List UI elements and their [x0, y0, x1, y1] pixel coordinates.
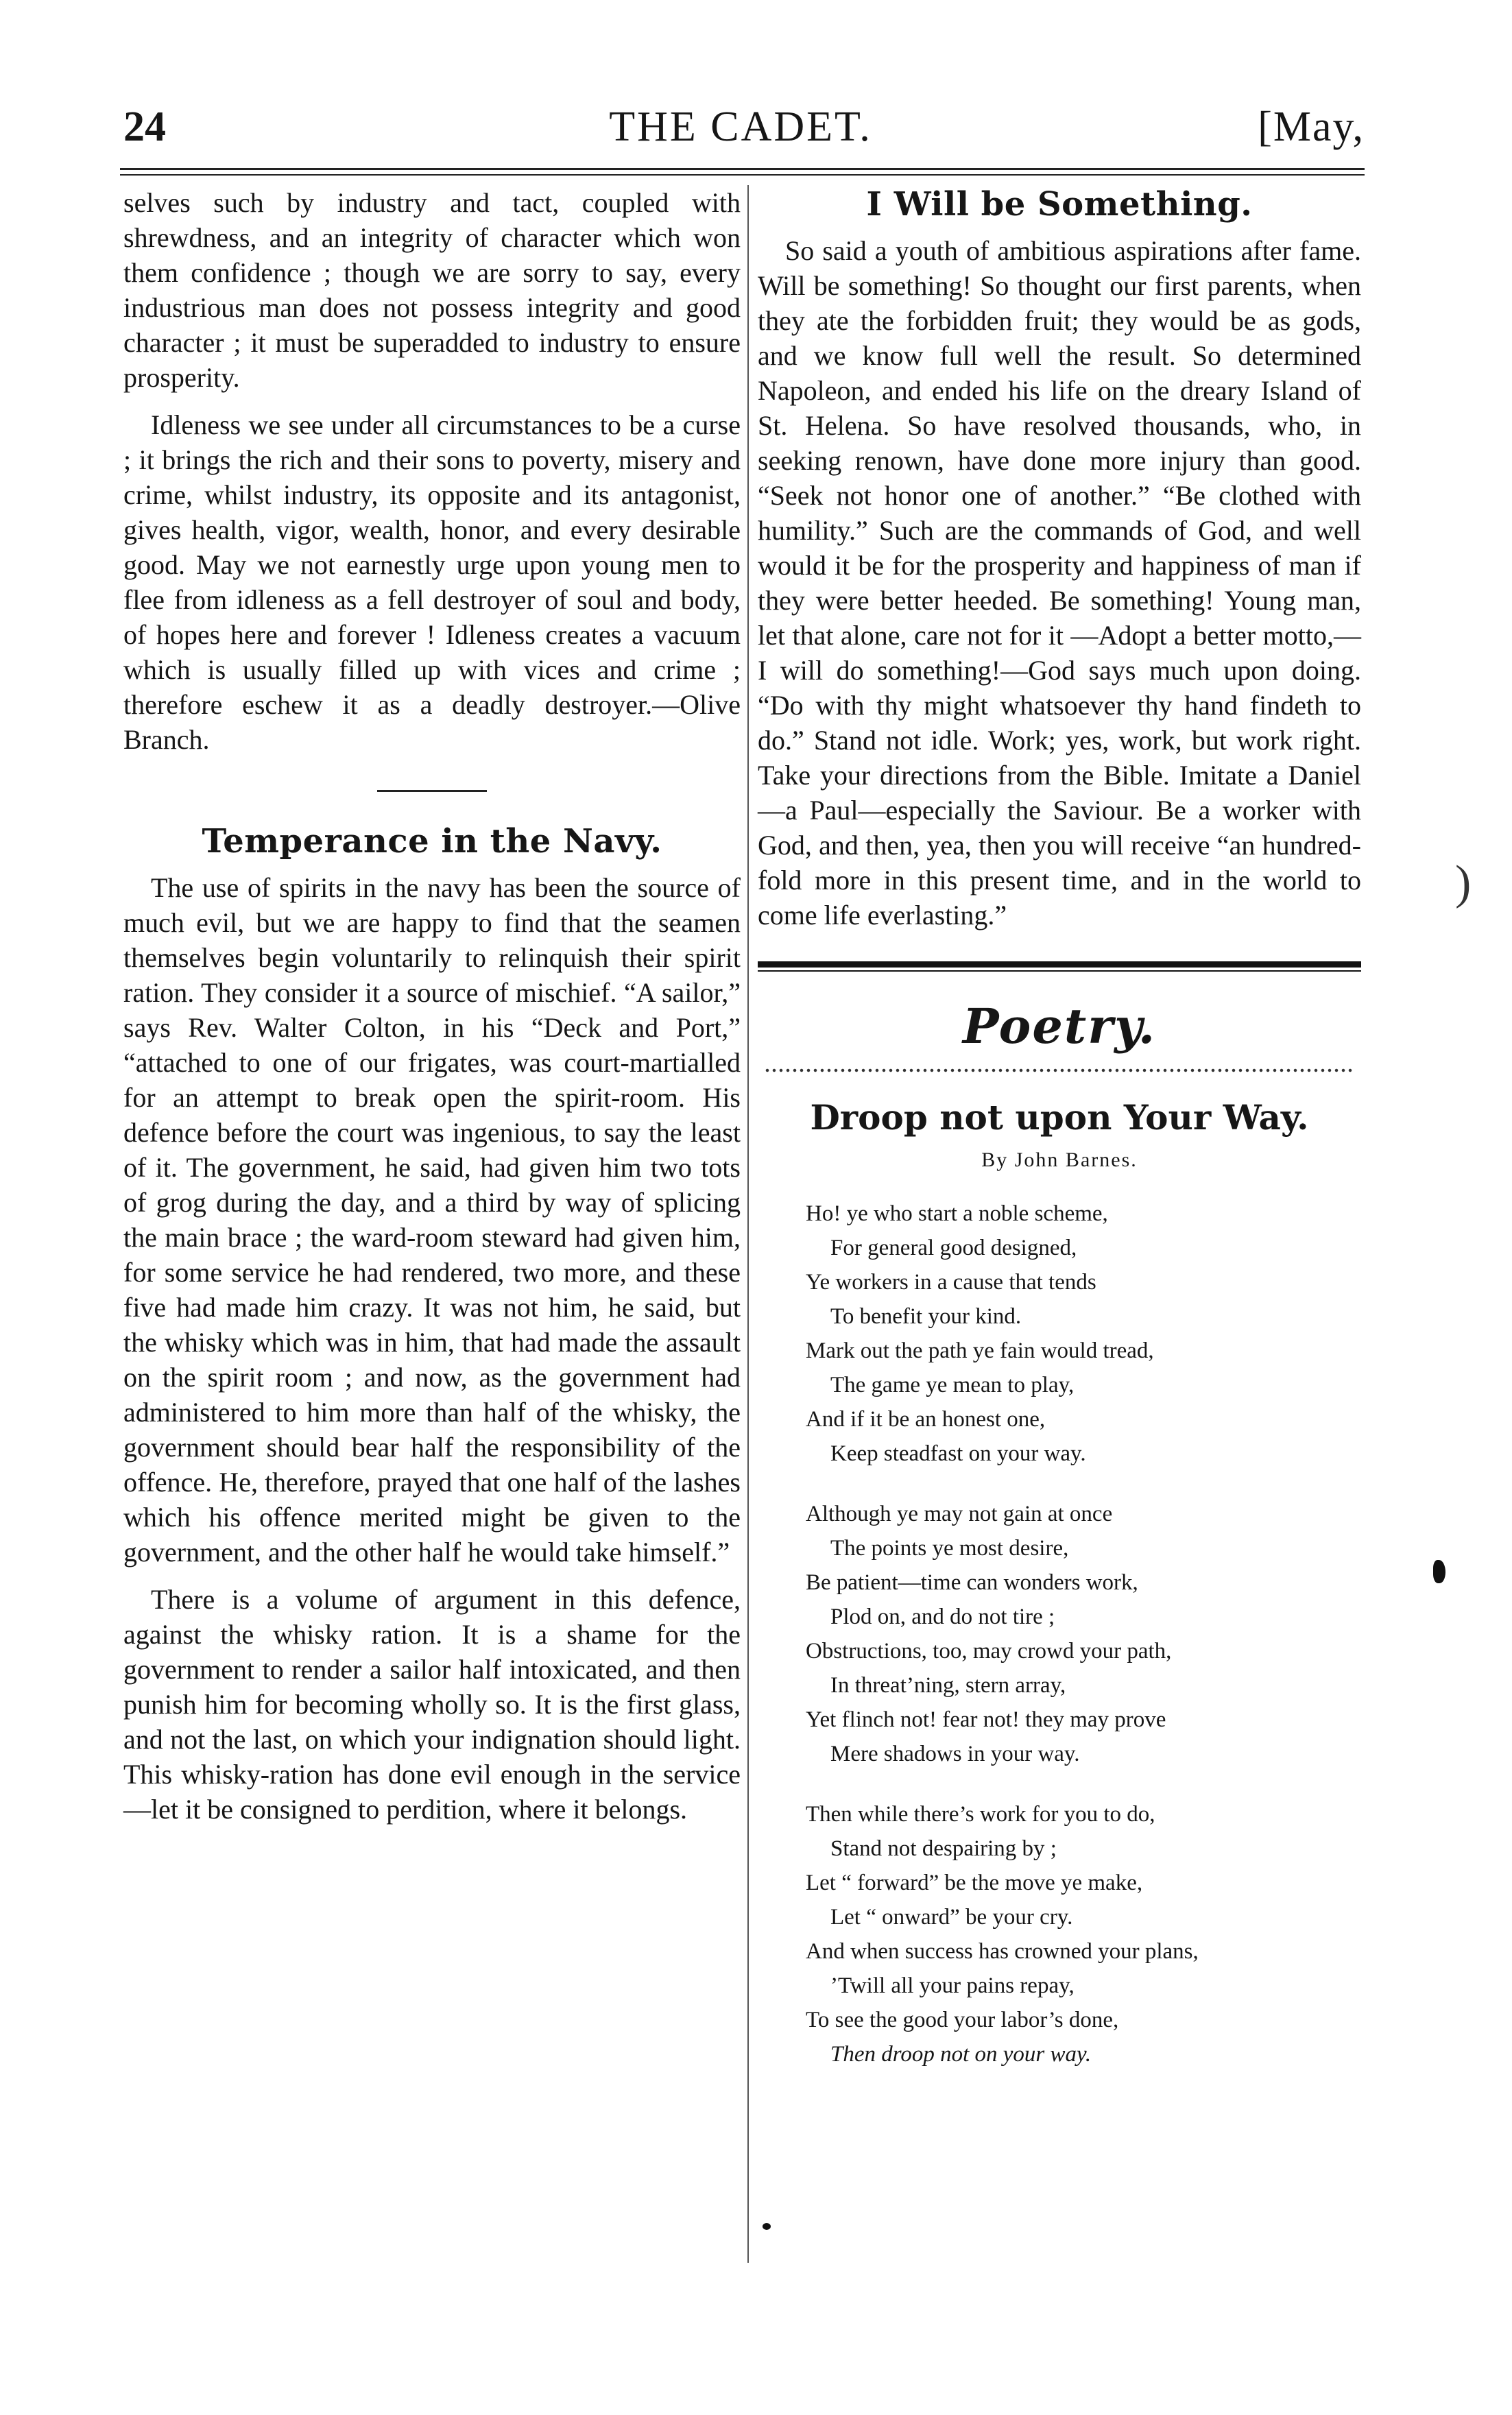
poem-line: Although ye may not gain at once	[806, 1502, 1113, 1526]
poem-line: In threat’ning, stern array,	[830, 1673, 1066, 1698]
article-paragraph: There is a volume of argument in this defence, against the whisky ration. It is a shame for the government to render a sailor half intoxicated, and then punish him for becoming wholly so. It is the first glass, and not the last, on which your indignation should light. This whisky-ration has done evil enough in the service —let it be consigned to perdition, where it belongs.	[123, 1584, 741, 1825]
ink-blot-mark	[1433, 1560, 1445, 1583]
poem-line: Ho! ye who start a noble scheme,	[806, 1201, 1108, 1226]
poem-line: ’Twill all your pains repay,	[830, 1973, 1075, 1998]
poem-line: To see the good your labor’s done,	[806, 2008, 1119, 2032]
running-title: THE CADET.	[609, 104, 872, 150]
page-header	[117, 103, 1365, 158]
poem-line: Mere shadows in your way.	[830, 1742, 1080, 1766]
margin-bracket-mark: )	[1455, 856, 1472, 909]
poem-line: Then droop not on your way.	[830, 2042, 1092, 2067]
poem-line: Stand not despairing by ;	[830, 1836, 1057, 1861]
poem-line: And when success has crowned your plans,	[806, 1939, 1199, 1964]
continuation-paragraph: selves such by industry and tact, coupled with shrewdness, and an integrity of character which won them confidence ; though we are sorry to say, every industrious man does not possess integrity and good character ; it must be superadded to industry to ensure prosperity.	[123, 187, 741, 393]
section-rule-thin	[758, 970, 1361, 972]
poem-title: Droop not upon Your Way.	[810, 1097, 1309, 1138]
column-divider	[747, 185, 749, 2263]
poem-line: Yet flinch not! fear not! they may prove	[806, 1707, 1166, 1732]
poem-stanza	[806, 1797, 1361, 2071]
poem-line: The points ye most desire,	[830, 1536, 1069, 1561]
poem-line: The game ye mean to play,	[830, 1373, 1075, 1397]
poem-line: To benefit your kind.	[830, 1304, 1022, 1329]
running-month: [May,	[1258, 104, 1365, 150]
poem-line: Mark out the path ye fain would tread,	[806, 1338, 1154, 1363]
header-rule-bottom	[120, 174, 1365, 176]
poem-line: Let “ onward” be your cry.	[830, 1905, 1073, 1930]
article-title: I Will be Something.	[866, 185, 1253, 224]
poem-line: Keep steadfast on your way.	[830, 1441, 1086, 1466]
article-separator	[377, 790, 487, 792]
article-paragraph: So said a youth of ambitious aspirations after fame. Will be something! So thought our first parents, when they ate the forbidden fruit; they would be as gods, and we know full well the result. So determined Napoleon, and ended his life on the dreary Island of St. Helena. So have resolved thousands, who, in seeking renown, have done more injury than good. “Seek not honor one of another.” “Be clothed with humility.” Such are the commands of God, and well would it be for the prosperity and happiness of man if they were better heeded. Be something! Young man, let that alone, care not for it —Adopt a better motto,—I will do something!—God says much upon doing. “Do with thy might whatsoever thy hand findeth to do.” Stand not idle. Work; yes, work, but work right. Take your directions from the Bible. Imitate a Daniel—a Paul—especially the Saviour. Be a worker with God, and then, yea, then you will receive “an hundred-fold more in this present time, and in the world to come life everlasting.”	[758, 235, 1361, 930]
article-paragraph: The use of spirits in the navy has been the source of much evil, but we are happy to find that the seamen themselves begin voluntarily to relinquish their spirit ration. They consider it a source of mischief. “A sailor,” says Rev. Walter Colton, in his “Deck and Port,” “attached to one of our frigates, was court-martialled for an attempt to break open the spirit-room. His defence before the court was ingenious, to say the least of it. The government, he said, had given him two tots of grog during the day, and a third by way of splicing the main brace ; the ward-room steward had given him, for some service he had rendered, two more, and these five had made him crazy. It was not him, he said, but the whisky which was in him, that had made the assault on the spirit room ; and now, as the government had administered to him more than half of the whisky, the government should bear half the responsibility of the offence. He, therefore, prayed that one half of the lashes which his offence merited might be given to the government, and the other half he would take himself.”	[123, 872, 741, 1567]
section-heading: Poetry.	[962, 998, 1157, 1055]
right-column	[758, 185, 1361, 2098]
header-rule-top	[120, 168, 1365, 170]
poem-line: Be patient—time can wonders work,	[806, 1570, 1138, 1595]
ornamental-rule	[765, 1068, 1354, 1072]
poem-line: For general good designed,	[830, 1236, 1077, 1260]
poem-stanza	[806, 1497, 1361, 1771]
poem-line: Obstructions, too, may crowd your path,	[806, 1639, 1172, 1663]
article-title: Temperance in the Navy.	[202, 822, 662, 861]
poem-stanza	[806, 1197, 1361, 1471]
poem-line: Let “ forward” be the move ye make,	[806, 1871, 1143, 1895]
section-rule-thick	[758, 961, 1361, 968]
poem-line: Ye workers in a cause that tends	[806, 1270, 1096, 1295]
poem-line: Plod on, and do not tire ;	[830, 1605, 1055, 1629]
continuation-paragraph: Idleness we see under all circumstances to be a curse ; it brings the rich and their sons to poverty, misery and crime, whilst industry, its opposite and its antagonist, gives health, vigor, wealth, honor, and every desirable good. May we not earnestly urge upon young men to flee from idleness as a fell destroyer of soul and body, of hopes here and forever ! Idleness creates a vacuum which is usually filled up with vices and crime ; therefore eschew it as a deadly destroyer.—Olive Branch.	[123, 409, 741, 755]
ink-dot-mark	[763, 2223, 771, 2230]
left-column	[123, 185, 741, 1839]
poem-byline: By John Barnes.	[981, 1149, 1138, 1171]
poem-line: And if it be an honest one,	[806, 1407, 1046, 1432]
poem-line: Then while there’s work for you to do,	[806, 1802, 1155, 1827]
page-number: 24	[123, 104, 166, 150]
